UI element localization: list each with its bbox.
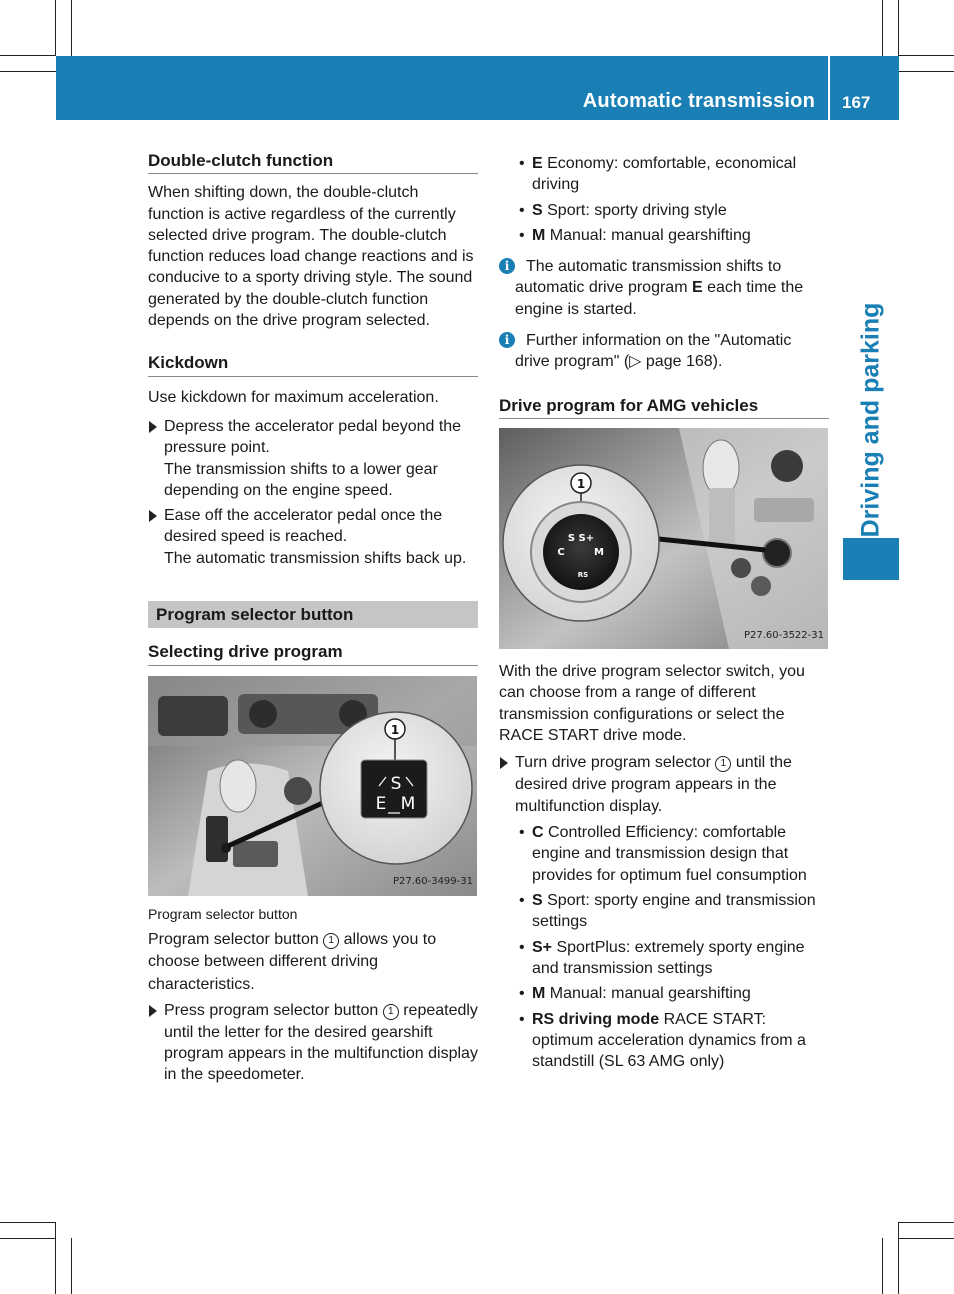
bullet-key: S: [532, 892, 543, 910]
step-result: The transmission shifts to a lower gear depending on the engine speed.: [164, 460, 438, 499]
bullet-text: Controlled Efficiency: comfortable engine and transmission design that provides for optimum fuel consumption: [532, 824, 807, 884]
list-item: [499, 983, 829, 1004]
right-column: [499, 150, 829, 1072]
bullet-text: SportPlus: extremely sporty engine and transmission settings: [532, 938, 805, 977]
bullet-key: S: [532, 201, 543, 219]
crop-mark: [0, 1222, 56, 1223]
info-key: E: [691, 279, 703, 297]
list-item: [499, 225, 829, 246]
crop-mark: [898, 0, 899, 56]
crop-mark: [55, 1222, 56, 1294]
crop-mark: [899, 55, 954, 56]
bullet-text: Manual: manual gearshifting: [545, 226, 751, 244]
figure-callout-number: 1: [390, 722, 400, 737]
bullet-text: Manual: manual gearshifting: [545, 985, 751, 1003]
dial-label-right: M: [594, 546, 604, 558]
page-title: Automatic transmission: [582, 90, 815, 112]
crop-mark: [0, 55, 56, 56]
info-text: The automatic transmission shifts to automatic drive program: [515, 258, 782, 297]
crop-mark: [898, 1222, 899, 1294]
amg-selector-figure: [499, 428, 828, 649]
figure-code: P27.60-3522-31: [743, 629, 824, 641]
text-part: Program selector button: [148, 930, 324, 948]
text-part: repeatedly until the letter for the desired gearshift program appears in the multifunction display in the speedometer.: [164, 1002, 478, 1084]
section-title: Program selector button: [148, 601, 478, 628]
amg-step: [499, 752, 829, 818]
left-column: [148, 150, 478, 1086]
bullet-key: RS driving mode: [532, 1010, 660, 1028]
dial-label-top: S S+: [567, 532, 595, 544]
crop-mark: [899, 1222, 954, 1223]
crop-mark: [899, 1238, 954, 1239]
bullet-key: S+: [532, 938, 553, 956]
step-result: The automatic transmission shifts back up.: [164, 549, 467, 567]
page-number: 167: [842, 93, 871, 112]
info-note: [499, 330, 829, 373]
selector-letter-left: E: [375, 793, 387, 814]
list-item: [499, 153, 829, 196]
kickdown-step: [148, 416, 478, 501]
bullet-text: Sport: sporty driving style: [542, 201, 727, 219]
info-text: Further information on the "Automatic drive program" (▷ page 168).: [515, 332, 792, 371]
crop-mark: [0, 1238, 56, 1239]
double-clutch-heading: Double-clutch function: [148, 150, 478, 174]
bullet-key: M: [532, 226, 546, 244]
bullet-key: C: [532, 824, 544, 842]
selecting-heading: Selecting drive program: [148, 641, 478, 665]
figure-callout-number: 1: [576, 476, 586, 491]
crop-mark: [71, 1238, 72, 1294]
crop-mark: [0, 71, 56, 72]
chapter-tab-label: Driving and parking: [856, 302, 885, 538]
callout-ref-icon: 1: [383, 1004, 399, 1020]
crop-mark: [899, 71, 954, 72]
selector-description: [148, 929, 478, 997]
bullet-text: Sport: sporty engine and transmission settings: [532, 892, 816, 931]
page-header: [56, 56, 899, 120]
bullet-text: Economy: comfortable, economical driving: [532, 155, 797, 194]
double-clutch-text: When shifting down, the double-clutch function is active regardless of the currently selected drive program. The double-clutch function reduces load change reactions and is conducive to a sporty driving style. The sound generated by the double-clutch function depends on the drive program selected.: [148, 184, 474, 330]
info-note: [499, 256, 829, 320]
selector-step: [148, 1000, 478, 1085]
dial-label-left: C: [557, 546, 565, 558]
text-part: allows you to choose between different driving characteristics.: [148, 930, 437, 993]
kickdown-intro: Use kickdown for maximum acceleration.: [148, 388, 439, 406]
crop-mark: [882, 0, 883, 56]
selector-letter-right: M: [400, 793, 416, 814]
text-part: Turn drive program selector: [515, 754, 716, 772]
text-part: Press program selector button: [164, 1002, 383, 1020]
amg-console-illustration: [499, 428, 828, 649]
figure-caption: Program selector button: [148, 905, 298, 922]
kickdown-heading: Kickdown: [148, 352, 478, 376]
amg-heading: Drive program for AMG vehicles: [499, 395, 829, 419]
info-icon: i: [499, 258, 515, 274]
program-selector-figure: [148, 676, 477, 896]
selector-letter-top: S: [390, 773, 402, 794]
bullet-text: RACE START: optimum acceleration dynamics from a standstill (SL 63 AMG only): [532, 1010, 806, 1071]
step-instruction: Depress the accelerator pedal beyond the pressure point.: [164, 417, 462, 457]
text-part: until the desired drive program appears in the multifunction display.: [515, 754, 792, 816]
amg-intro: With the drive program selector switch, you can choose from a range of different transmission configurations or select the RACE START drive mode.: [499, 662, 805, 744]
callout-ref-icon: 1: [323, 933, 339, 949]
list-item: [499, 1009, 829, 1073]
crop-mark: [71, 0, 72, 56]
list-item: [499, 822, 829, 886]
info-text: each time the engine is started.: [515, 279, 804, 318]
step-instruction: Ease off the accelerator pedal once the desired speed is reached.: [164, 507, 443, 546]
callout-ref-icon: 1: [715, 756, 731, 772]
list-item: [499, 200, 829, 221]
list-item: [499, 890, 829, 933]
list-item: [499, 937, 829, 980]
crop-mark: [55, 0, 56, 56]
info-icon: i: [499, 332, 515, 348]
header-divider: [828, 56, 830, 120]
bullet-key: E: [532, 155, 543, 172]
dial-label-bottom: RS: [577, 570, 589, 579]
bullet-key: M: [532, 985, 546, 1003]
chapter-tab-marker: [843, 538, 899, 580]
figure-code: P27.60-3499-31: [392, 876, 473, 888]
crop-mark: [882, 1238, 883, 1294]
kickdown-step: [148, 505, 478, 569]
console-illustration: [148, 676, 477, 896]
